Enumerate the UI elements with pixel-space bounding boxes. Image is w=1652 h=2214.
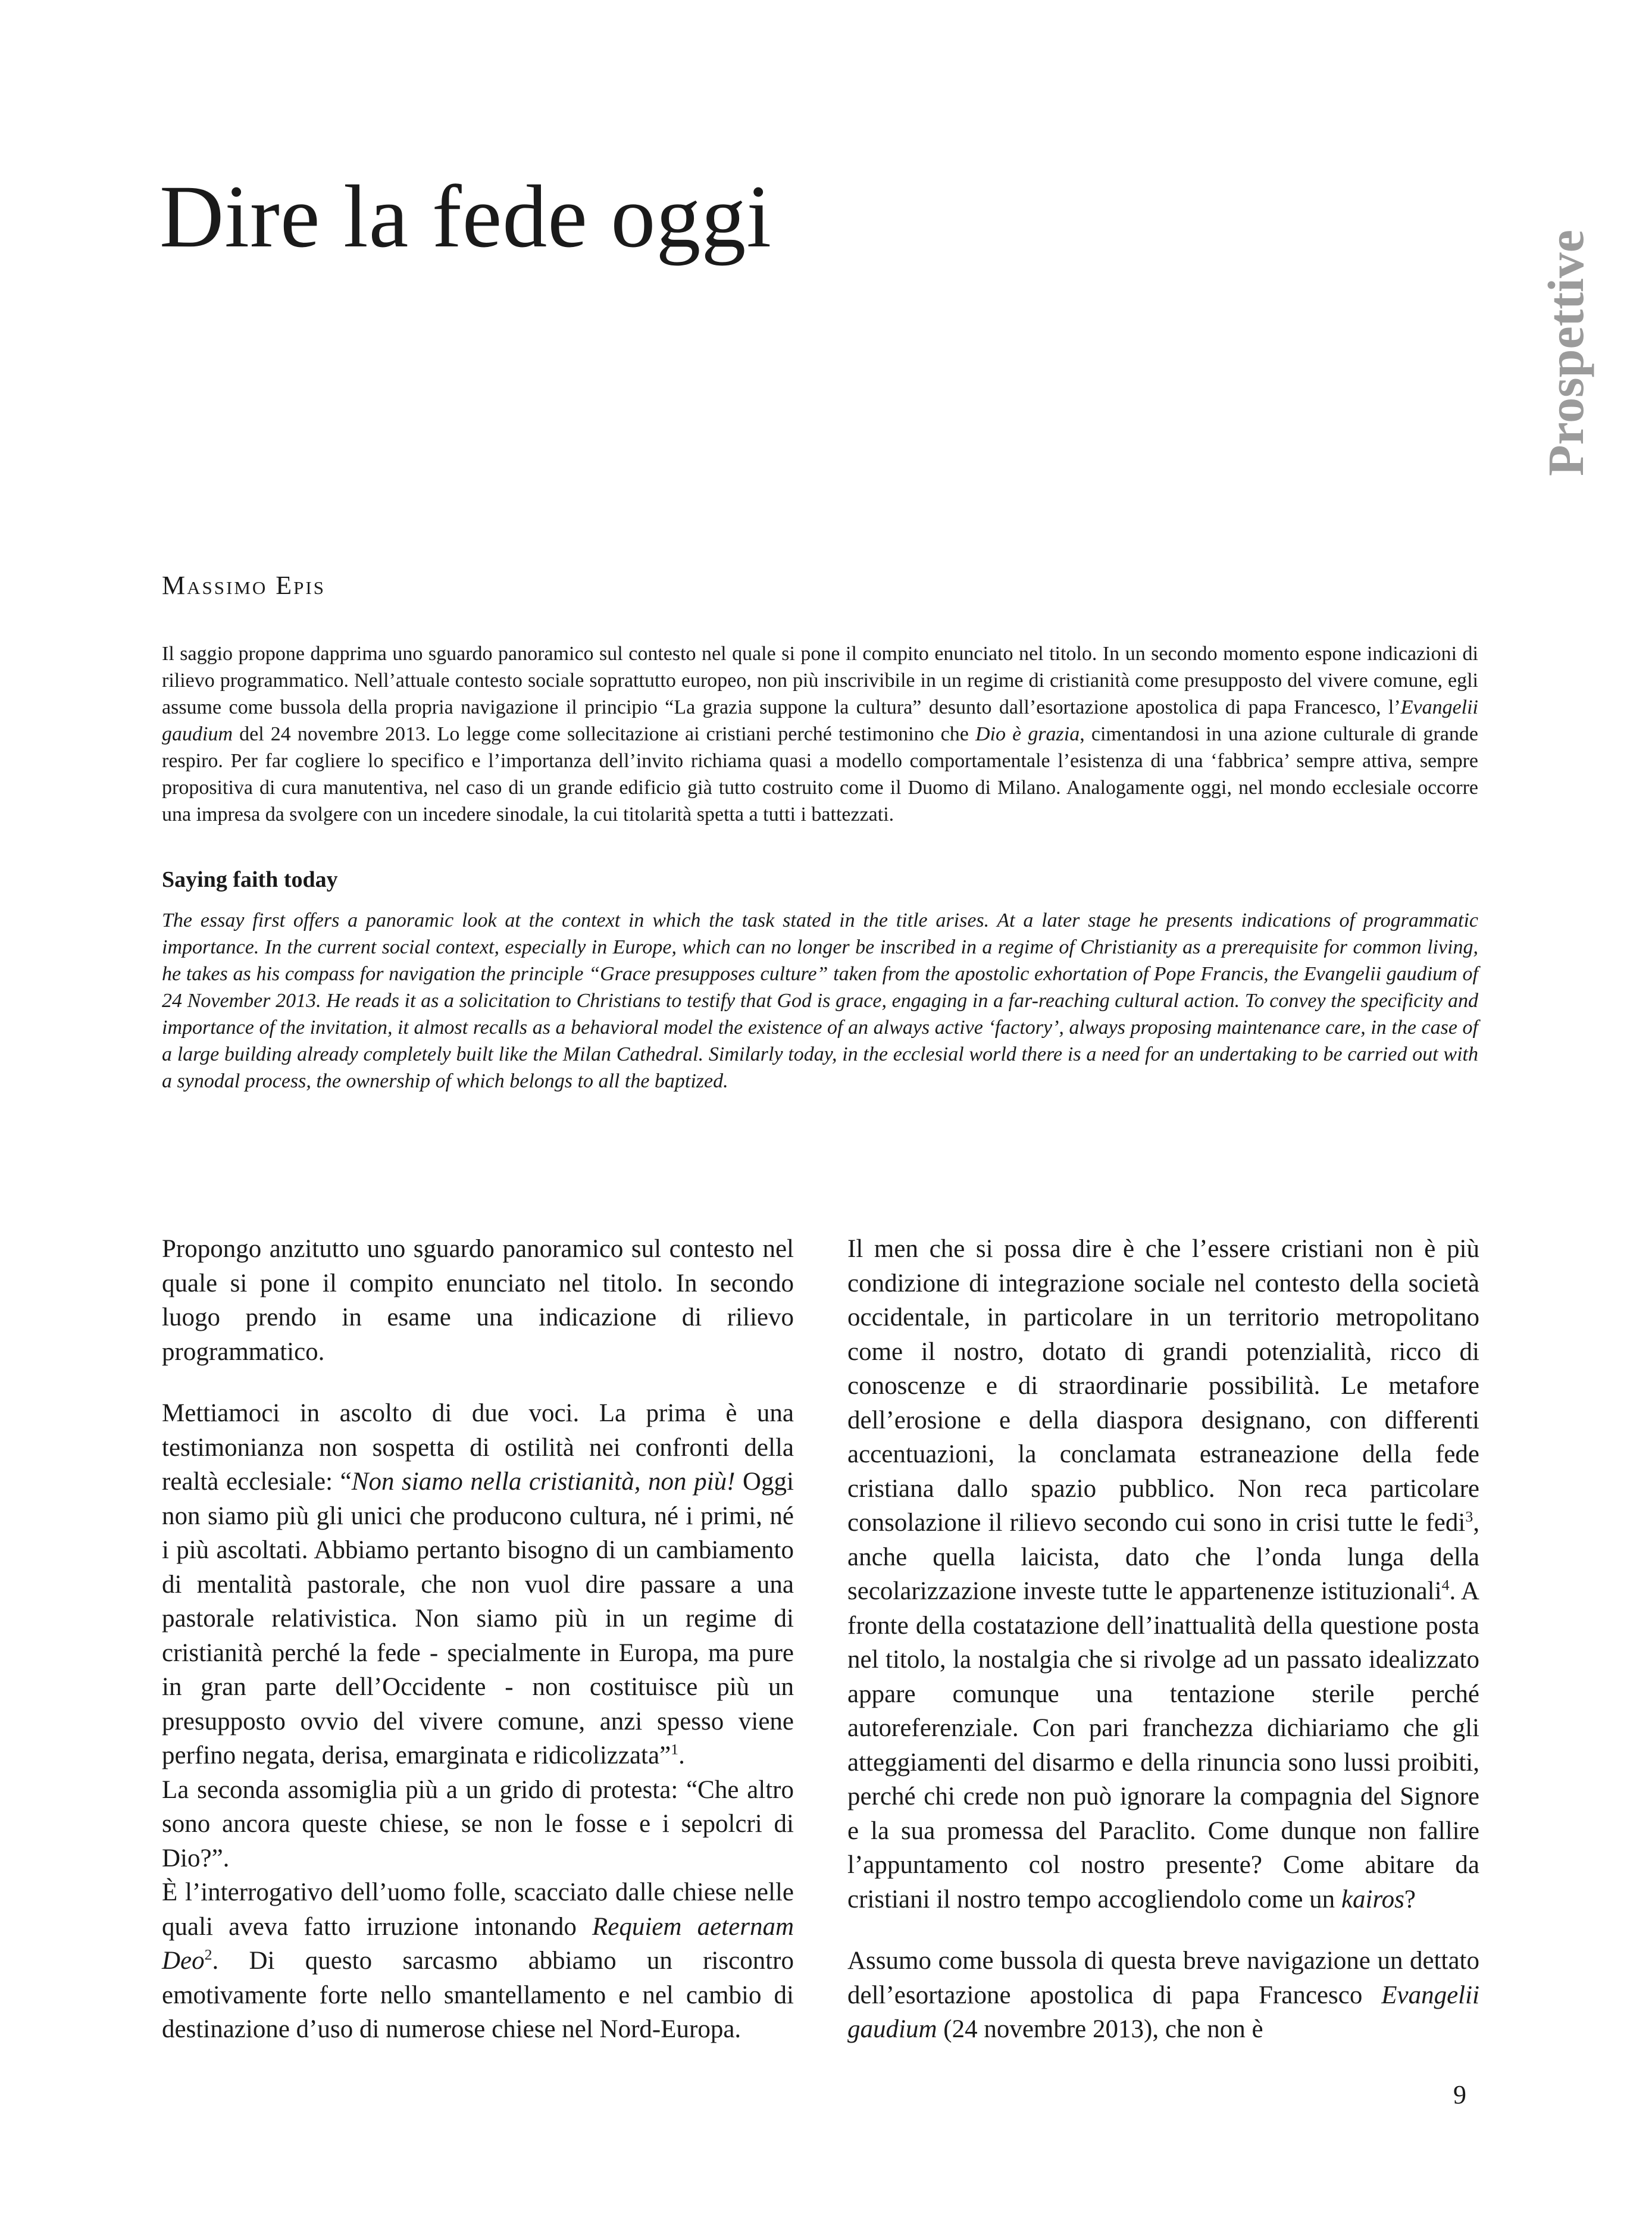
body-paragraph <box>162 1396 794 1773</box>
text-run: (24 novembre 2013), che non è <box>937 2015 1263 2043</box>
body-paragraph <box>847 1944 1479 2047</box>
text-run: La seconda assomiglia più a un grido di protesta: “Che altro sono ancora queste chiese, se non le fosse e i sepolcri di Dio?”. <box>162 1775 794 1872</box>
text-run: The essay first offers a panoramic look at the context in which the task stated in the title arises. At a later stage he presents indications of programmatic importance. In the current social context, especially in Europe, which can no longer be inscribed in a regime of Christianity as a prerequisite for common living, he takes as his compass for navigation the principle “Grace presupposes culture” taken from the apostolic exhortation of Pope Francis, the Evangelii gaudium of 24 November 2013. He reads it as a solicitation to Christians to testify that God is grace, engaging in a far-reaching cultural action. To convey the specificity and importance of the invitation, it almost recalls as a behavioral model the existence of an always active ‘factory’, always proposing maintenance care, in the case of a large building already completely built like the Milan Cathedral. Similarly today, in the ecclesial world there is a need for an undertaking to be carried out with a synodal process, the ownership of which belongs to all the baptized. <box>162 909 1478 1092</box>
body-paragraph <box>162 1773 794 1876</box>
abstract-italian <box>162 640 1478 828</box>
footnote-marker: 2 <box>204 1946 212 1963</box>
text-run: Propongo anzitutto uno sguardo panoramico sul contesto nel quale si pone il compito enunciato nel titolo. In secondo luogo prendo in esame una indicazione di rilievo programmatico. <box>162 1235 794 1366</box>
body-column-left <box>162 1232 794 2047</box>
text-run: , cimentandosi in una azione culturale di grande respiro. Per far cogliere lo specifico e l’importanza dell’invito richiama quasi a modello comportamentale l’esistenza di una ‘fabbrica’ sempre attiva, sempre propositiva di cura manutentiva, nel caso di un grande edificio già tutto costruito come il Duomo di Milano. Analogamente oggi, nel mondo ecclesiale occorre una impresa da svolgere con un incedere sinodale, la cui titolarità spetta a tutti i battezzati. <box>162 723 1478 825</box>
text-run: È l’interrogativo dell’uomo folle, scacciato dalle chiese nelle quali aveva fatto irruzione intonando <box>162 1878 794 1941</box>
text-run: Non siamo nella cristianità, non più! <box>351 1468 736 1496</box>
text-run: Assumo come bussola di questa breve navigazione un dettato dell’esortazione apostolica di papa Francesco <box>847 1947 1479 2009</box>
body-paragraph <box>847 1232 1479 1916</box>
article-title: Dire la fede oggi <box>159 167 772 266</box>
text-run: . Di questo sarcasmo abbiamo un riscontro emotivamente forte nello smantellamento e nel cambio di destinazione d’uso di numerose chiese nel Nord-Europa. <box>162 1947 794 2043</box>
text-run: Oggi non siamo più gli unici che producono cultura, né i primi, né i più ascoltati. Abbiamo pertanto bisogno di un cambiamento di mentalità pastorale, che non vuol dire passare a una pastorale relativistica. Non siamo più in un regime di cristianità perché la fede - specialmente in Europa, ma pure in gran parte dell’Occidente - non costituisce più un presupposto ovvio del vivere comune, anzi spesso viene perfino negata, derisa, emarginata e ridicolizzata” <box>162 1468 794 1769</box>
text-run: Mettiamoci in ascolto di due voci. La prima è una testimonianza non sospetta di ostilità nei confronti della realtà ecclesiale: “ <box>162 1399 794 1496</box>
page-number: 9 <box>1453 2080 1466 2109</box>
text-run: kairos <box>1341 1885 1404 1913</box>
abstract-english <box>162 907 1478 1095</box>
text-run: ? <box>1404 1885 1416 1913</box>
text-run: Evangelii gaudium <box>847 1981 1479 2043</box>
text-run: Evangelii gaudium <box>162 696 1478 745</box>
text-run: del 24 novembre 2013. Lo legge come sollecitazione ai cristiani perché testimonino che <box>233 723 975 745</box>
text-run: . <box>678 1741 685 1769</box>
text-run: Il saggio propone dapprima uno sguardo panoramico sul contesto nel quale si pone il compito enunciato nel titolo. In un secondo momento espone indicazioni di rilievo programmatico. Nell’attuale contesto sociale soprattutto europeo, non più inscrivibile in un regime di cristianità come presupposto del vivere comune, egli assume come bussola della propria navigazione il principio “La grazia suppone la cultura” desunto dall’esortazione apostolica di papa Francesco, l’ <box>162 643 1478 718</box>
footnote-marker: 3 <box>1465 1508 1473 1525</box>
text-run: , anche quella laicista, dato che l’onda lunga della secolarizzazione investe tutte le appartenenze istituzionali <box>847 1509 1479 1605</box>
body-paragraph <box>162 1875 794 2047</box>
section-label: Prospettive <box>1537 230 1594 476</box>
text-run: Requiem aeternam Deo <box>162 1912 794 1975</box>
text-run: Dio è grazia <box>975 723 1080 745</box>
text-run: . A fronte della costatazione dell’inattualità della questione posta nel titolo, la nostalgia che si rivolge ad un passato idealizzato appare comunque una tentazione sterile perché autoreferenziale. Con pari franchezza dichiariamo che gli atteggiamenti del disarmo e della rinuncia sono lussi proibiti, perché chi crede non può ignorare la compagnia del Signore e la sua promessa del Paraclito. Come dunque non fallire l’appuntamento col nostro presente? Come abitare da cristiani il nostro tempo accogliendolo come un <box>847 1577 1479 1913</box>
body-column-right <box>847 1232 1479 2047</box>
english-abstract-heading: Saying faith today <box>162 867 338 892</box>
footnote-marker: 1 <box>671 1740 679 1758</box>
text-run: Il men che si possa dire è che l’essere cristiani non è più condizione di integrazione sociale nel contesto della società occidentale, in particolare in un territorio metropolitano come il nostro, dotato di grandi potenzialità, ricco di conoscenze e di straordinarie possibilità. Le metafore dell’erosione e della diaspora designano, con differenti accentuazioni, la conclamata estraneazione della fede cristiana dallo spazio pubblico. Non reca particolare consolazione il rilievo secondo cui sono in crisi tutte le fedi <box>847 1235 1479 1537</box>
footnote-marker: 4 <box>1441 1576 1450 1594</box>
body-paragraph <box>162 1232 794 1369</box>
author-name: Massimo Epis <box>162 571 326 600</box>
